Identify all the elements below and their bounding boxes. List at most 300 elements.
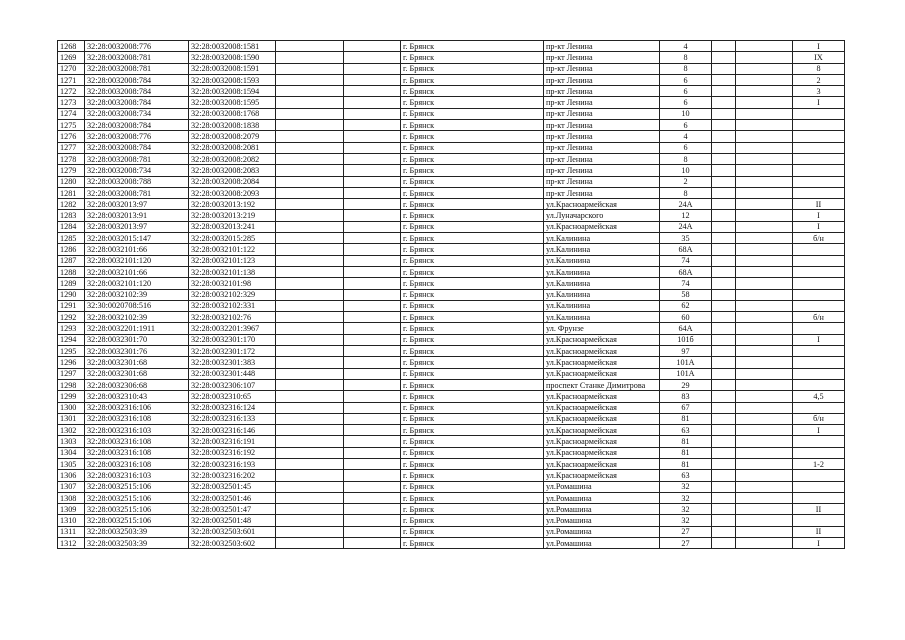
empty-cell (712, 481, 736, 492)
cadastral-quarter-cell: 32:28:0032008:781 (85, 52, 189, 63)
cadastral-quarter-cell: 32:28:0032301:68 (85, 357, 189, 368)
house-number-cell: 32 (660, 504, 712, 515)
street-cell: ул.Красноармейская (544, 199, 660, 210)
floor-cell (793, 323, 845, 334)
table-row (58, 526, 845, 537)
row-number-cell: 1309 (58, 504, 85, 515)
empty-cell (712, 312, 736, 323)
street-cell: проспект Станке Димитрова (544, 379, 660, 390)
city-cell: г. Брянск (401, 131, 544, 142)
floor-cell (793, 492, 845, 503)
house-number-cell: 63 (660, 470, 712, 481)
cadastral-number-cell: 32:28:0032008:2081 (189, 142, 276, 153)
register-body (58, 41, 845, 549)
table-row (58, 86, 845, 97)
city-cell: г. Брянск (401, 233, 544, 244)
table-row (58, 300, 845, 311)
row-number-cell: 1292 (58, 312, 85, 323)
floor-cell (793, 289, 845, 300)
row-number-cell: 1299 (58, 391, 85, 402)
row-number-cell: 1273 (58, 97, 85, 108)
city-cell: г. Брянск (401, 526, 544, 537)
row-number-cell: 1295 (58, 346, 85, 357)
cadastral-quarter-cell: 32:28:0032015:147 (85, 233, 189, 244)
empty-cell (344, 470, 401, 481)
floor-cell (793, 346, 845, 357)
floor-cell: IX (793, 52, 845, 63)
city-cell: г. Брянск (401, 52, 544, 63)
city-cell: г. Брянск (401, 357, 544, 368)
floor-cell: б/н (793, 312, 845, 323)
empty-cell (736, 357, 793, 368)
street-cell: ул.Ромашина (544, 538, 660, 549)
street-cell: ул.Ромашина (544, 526, 660, 537)
table-row (58, 142, 845, 153)
row-number-cell: 1278 (58, 153, 85, 164)
empty-cell (344, 515, 401, 526)
empty-cell (276, 368, 344, 379)
cadastral-quarter-cell: 32:28:0032201:1911 (85, 323, 189, 334)
empty-cell (712, 334, 736, 345)
cadastral-number-cell: 32:28:0032008:1591 (189, 63, 276, 74)
house-number-cell: 62 (660, 300, 712, 311)
city-cell: г. Брянск (401, 492, 544, 503)
house-number-cell: 81 (660, 436, 712, 447)
house-number-cell: 6 (660, 97, 712, 108)
empty-cell (712, 357, 736, 368)
city-cell: г. Брянск (401, 334, 544, 345)
empty-cell (712, 199, 736, 210)
cadastral-quarter-cell: 32:28:0032310:43 (85, 391, 189, 402)
table-row (58, 120, 845, 131)
cadastral-number-cell: 32:28:0032101:98 (189, 278, 276, 289)
floor-cell: I (793, 221, 845, 232)
street-cell: ул.Калинина (544, 312, 660, 323)
house-number-cell: 24А (660, 199, 712, 210)
empty-cell (712, 436, 736, 447)
cadastral-number-cell: 32:28:0032101:138 (189, 266, 276, 277)
floor-cell (793, 357, 845, 368)
empty-cell (344, 255, 401, 266)
table-row (58, 255, 845, 266)
row-number-cell: 1288 (58, 266, 85, 277)
empty-cell (344, 120, 401, 131)
table-row (58, 538, 845, 549)
city-cell: г. Брянск (401, 300, 544, 311)
empty-cell (736, 142, 793, 153)
table-row (58, 413, 845, 424)
empty-cell (712, 165, 736, 176)
row-number-cell: 1287 (58, 255, 85, 266)
empty-cell (276, 470, 344, 481)
table-row (58, 131, 845, 142)
street-cell: ул.Красноармейская (544, 458, 660, 469)
cadastral-quarter-cell: 32:28:0032515:106 (85, 492, 189, 503)
empty-cell (712, 492, 736, 503)
city-cell: г. Брянск (401, 86, 544, 97)
empty-cell (276, 142, 344, 153)
house-number-cell: 8 (660, 187, 712, 198)
empty-cell (344, 97, 401, 108)
empty-cell (344, 368, 401, 379)
cadastral-quarter-cell: 32:28:0032013:97 (85, 199, 189, 210)
cadastral-quarter-cell: 32:28:0032008:784 (85, 74, 189, 85)
city-cell: г. Брянск (401, 391, 544, 402)
table-row (58, 108, 845, 119)
cadastral-quarter-cell: 32:28:0032503:39 (85, 526, 189, 537)
empty-cell (712, 210, 736, 221)
empty-cell (712, 379, 736, 390)
cadastral-quarter-cell: 32:28:0032316:103 (85, 470, 189, 481)
cadastral-number-cell: 32:28:0032301:170 (189, 334, 276, 345)
row-number-cell: 1276 (58, 131, 85, 142)
city-cell: г. Брянск (401, 538, 544, 549)
house-number-cell: 83 (660, 391, 712, 402)
city-cell: г. Брянск (401, 165, 544, 176)
street-cell: ул.Красноармейская (544, 402, 660, 413)
empty-cell (736, 515, 793, 526)
empty-cell (276, 492, 344, 503)
house-number-cell: 35 (660, 233, 712, 244)
empty-cell (276, 244, 344, 255)
house-number-cell: 81 (660, 413, 712, 424)
empty-cell (276, 346, 344, 357)
row-number-cell: 1270 (58, 63, 85, 74)
table-row (58, 221, 845, 232)
street-cell: ул.Ромашина (544, 515, 660, 526)
empty-cell (736, 153, 793, 164)
empty-cell (712, 289, 736, 300)
empty-cell (712, 108, 736, 119)
empty-cell (712, 233, 736, 244)
house-number-cell: 8 (660, 52, 712, 63)
empty-cell (344, 278, 401, 289)
street-cell: ул.Красноармейская (544, 470, 660, 481)
city-cell: г. Брянск (401, 74, 544, 85)
floor-cell: 2 (793, 74, 845, 85)
table-row (58, 346, 845, 357)
cadastral-number-cell: 32:28:0032316:192 (189, 447, 276, 458)
empty-cell (344, 199, 401, 210)
empty-cell (736, 120, 793, 131)
table-row (58, 312, 845, 323)
row-number-cell: 1312 (58, 538, 85, 549)
empty-cell (276, 266, 344, 277)
cadastral-quarter-cell: 32:28:0032515:106 (85, 481, 189, 492)
table-row (58, 425, 845, 436)
table-row (58, 323, 845, 334)
cadastral-number-cell: 32:28:0032013:219 (189, 210, 276, 221)
empty-cell (712, 120, 736, 131)
empty-cell (344, 323, 401, 334)
table-row (58, 357, 845, 368)
empty-cell (736, 402, 793, 413)
floor-cell (793, 368, 845, 379)
house-number-cell: 68А (660, 266, 712, 277)
empty-cell (736, 52, 793, 63)
empty-cell (276, 312, 344, 323)
row-number-cell: 1271 (58, 74, 85, 85)
street-cell: пр-кт Ленина (544, 74, 660, 85)
empty-cell (736, 391, 793, 402)
table-row (58, 368, 845, 379)
house-number-cell: 32 (660, 515, 712, 526)
empty-cell (736, 233, 793, 244)
street-cell: ул.Красноармейская (544, 447, 660, 458)
empty-cell (736, 436, 793, 447)
floor-cell: II (793, 199, 845, 210)
cadastral-quarter-cell: 32:28:0032013:97 (85, 221, 189, 232)
floor-cell (793, 447, 845, 458)
empty-cell (344, 63, 401, 74)
row-number-cell: 1307 (58, 481, 85, 492)
cadastral-number-cell: 32:28:0032316:202 (189, 470, 276, 481)
empty-cell (276, 300, 344, 311)
street-cell: ул.Калинина (544, 244, 660, 255)
cadastral-quarter-cell: 32:28:0032503:39 (85, 538, 189, 549)
table-row (58, 74, 845, 85)
house-number-cell: 63 (660, 425, 712, 436)
empty-cell (712, 97, 736, 108)
table-row (58, 436, 845, 447)
house-number-cell: 4 (660, 131, 712, 142)
cadastral-quarter-cell: 32:28:0032101:120 (85, 278, 189, 289)
house-number-cell: 6 (660, 120, 712, 131)
cadastral-number-cell: 32:28:0032101:122 (189, 244, 276, 255)
floor-cell: 4,5 (793, 391, 845, 402)
empty-cell (712, 153, 736, 164)
row-number-cell: 1289 (58, 278, 85, 289)
city-cell: г. Брянск (401, 436, 544, 447)
empty-cell (344, 233, 401, 244)
cadastral-quarter-cell: 32:28:0032008:784 (85, 142, 189, 153)
empty-cell (712, 41, 736, 52)
empty-cell (736, 210, 793, 221)
empty-cell (344, 142, 401, 153)
empty-cell (736, 108, 793, 119)
floor-cell (793, 402, 845, 413)
empty-cell (276, 165, 344, 176)
city-cell: г. Брянск (401, 199, 544, 210)
table-row (58, 334, 845, 345)
street-cell: ул.Красноармейская (544, 368, 660, 379)
city-cell: г. Брянск (401, 244, 544, 255)
house-number-cell: 8 (660, 153, 712, 164)
house-number-cell: 101А (660, 368, 712, 379)
empty-cell (736, 346, 793, 357)
table-row (58, 289, 845, 300)
table-row (58, 52, 845, 63)
cadastral-number-cell: 32:28:0032501:45 (189, 481, 276, 492)
cadastral-number-cell: 32:28:0032008:1594 (189, 86, 276, 97)
empty-cell (712, 278, 736, 289)
cadastral-number-cell: 32:28:0032013:241 (189, 221, 276, 232)
house-number-cell: 24А (660, 221, 712, 232)
street-cell: пр-кт Ленина (544, 97, 660, 108)
table-row (58, 492, 845, 503)
cadastral-number-cell: 32:28:0032316:191 (189, 436, 276, 447)
empty-cell (344, 346, 401, 357)
empty-cell (276, 210, 344, 221)
cadastral-quarter-cell: 32:28:0032008:781 (85, 153, 189, 164)
empty-cell (276, 425, 344, 436)
empty-cell (736, 447, 793, 458)
house-number-cell: 32 (660, 481, 712, 492)
row-number-cell: 1275 (58, 120, 85, 131)
street-cell: ул.Красноармейская (544, 425, 660, 436)
empty-cell (712, 142, 736, 153)
cadastral-number-cell: 32:28:0032501:46 (189, 492, 276, 503)
row-number-cell: 1298 (58, 379, 85, 390)
empty-cell (344, 86, 401, 97)
empty-cell (736, 63, 793, 74)
empty-cell (712, 255, 736, 266)
row-number-cell: 1300 (58, 402, 85, 413)
empty-cell (712, 504, 736, 515)
cadastral-quarter-cell: 32:28:0032316:108 (85, 413, 189, 424)
empty-cell (276, 526, 344, 537)
table-row (58, 504, 845, 515)
table-row (58, 458, 845, 469)
empty-cell (276, 41, 344, 52)
empty-cell (736, 413, 793, 424)
empty-cell (736, 312, 793, 323)
city-cell: г. Брянск (401, 41, 544, 52)
empty-cell (276, 391, 344, 402)
street-cell: ул.Калинина (544, 266, 660, 277)
row-number-cell: 1297 (58, 368, 85, 379)
street-cell: пр-кт Ленина (544, 86, 660, 97)
cadastral-number-cell: 32:28:0032501:48 (189, 515, 276, 526)
floor-cell (793, 120, 845, 131)
empty-cell (736, 334, 793, 345)
street-cell: ул.Красноармейская (544, 436, 660, 447)
cadastral-quarter-cell: 32:28:0032008:788 (85, 176, 189, 187)
row-number-cell: 1285 (58, 233, 85, 244)
city-cell: г. Брянск (401, 413, 544, 424)
street-cell: ул.Красноармейская (544, 346, 660, 357)
table-row (58, 481, 845, 492)
street-cell: пр-кт Ленина (544, 165, 660, 176)
empty-cell (344, 379, 401, 390)
empty-cell (276, 289, 344, 300)
empty-cell (276, 379, 344, 390)
cadastral-quarter-cell: 32:28:0032101:66 (85, 266, 189, 277)
empty-cell (344, 402, 401, 413)
empty-cell (712, 244, 736, 255)
empty-cell (276, 52, 344, 63)
empty-cell (712, 323, 736, 334)
house-number-cell: 74 (660, 255, 712, 266)
row-number-cell: 1296 (58, 357, 85, 368)
cadastral-quarter-cell: 32:28:0032102:39 (85, 312, 189, 323)
row-number-cell: 1304 (58, 447, 85, 458)
city-cell: г. Брянск (401, 153, 544, 164)
floor-cell: I (793, 334, 845, 345)
cadastral-quarter-cell: 32:28:0032515:106 (85, 504, 189, 515)
cadastral-quarter-cell: 32:28:0032008:734 (85, 108, 189, 119)
empty-cell (344, 41, 401, 52)
cadastral-quarter-cell: 32:28:0032316:108 (85, 436, 189, 447)
empty-cell (344, 74, 401, 85)
city-cell: г. Брянск (401, 120, 544, 131)
row-number-cell: 1291 (58, 300, 85, 311)
table-row (58, 515, 845, 526)
house-number-cell: 32 (660, 492, 712, 503)
city-cell: г. Брянск (401, 447, 544, 458)
empty-cell (712, 63, 736, 74)
table-row (58, 210, 845, 221)
street-cell: ул.Калинина (544, 289, 660, 300)
empty-cell (276, 458, 344, 469)
empty-cell (276, 334, 344, 345)
city-cell: г. Брянск (401, 481, 544, 492)
floor-cell: 3 (793, 86, 845, 97)
empty-cell (712, 413, 736, 424)
house-number-cell: 10 (660, 165, 712, 176)
floor-cell: I (793, 41, 845, 52)
empty-cell (736, 255, 793, 266)
house-number-cell: 8 (660, 63, 712, 74)
floor-cell (793, 187, 845, 198)
street-cell: пр-кт Ленина (544, 153, 660, 164)
street-cell: ул.Красноармейская (544, 391, 660, 402)
empty-cell (344, 312, 401, 323)
empty-cell (276, 357, 344, 368)
cadastral-quarter-cell: 32:28:0032008:781 (85, 187, 189, 198)
cadastral-quarter-cell: 32:28:0032301:76 (85, 346, 189, 357)
cadastral-number-cell: 32:28:0032316:193 (189, 458, 276, 469)
table-row (58, 266, 845, 277)
street-cell: пр-кт Ленина (544, 176, 660, 187)
row-number-cell: 1294 (58, 334, 85, 345)
empty-cell (344, 436, 401, 447)
cadastral-number-cell: 32:28:0032301:448 (189, 368, 276, 379)
empty-cell (344, 244, 401, 255)
empty-cell (712, 526, 736, 537)
row-number-cell: 1283 (58, 210, 85, 221)
house-number-cell: 27 (660, 526, 712, 537)
city-cell: г. Брянск (401, 187, 544, 198)
empty-cell (276, 108, 344, 119)
cadastral-number-cell: 32:28:0032013:192 (189, 199, 276, 210)
street-cell: ул.Ромашина (544, 504, 660, 515)
cadastral-quarter-cell: 32:30:0020708:516 (85, 300, 189, 311)
cadastral-quarter-cell: 32:28:0032316:108 (85, 458, 189, 469)
street-cell: пр-кт Ленина (544, 120, 660, 131)
row-number-cell: 1282 (58, 199, 85, 210)
table-row (58, 379, 845, 390)
table-row (58, 447, 845, 458)
street-cell: пр-кт Ленина (544, 131, 660, 142)
empty-cell (344, 266, 401, 277)
floor-cell (793, 153, 845, 164)
floor-cell (793, 379, 845, 390)
row-number-cell: 1303 (58, 436, 85, 447)
floor-cell (793, 300, 845, 311)
street-cell: пр-кт Ленина (544, 63, 660, 74)
city-cell: г. Брянск (401, 402, 544, 413)
row-number-cell: 1284 (58, 221, 85, 232)
floor-cell (793, 266, 845, 277)
empty-cell (712, 458, 736, 469)
empty-cell (736, 97, 793, 108)
cadastral-quarter-cell: 32:28:0032008:784 (85, 86, 189, 97)
cadastral-number-cell: 32:28:0032015:285 (189, 233, 276, 244)
floor-cell: I (793, 97, 845, 108)
empty-cell (344, 153, 401, 164)
cadastral-number-cell: 32:28:0032316:146 (189, 425, 276, 436)
